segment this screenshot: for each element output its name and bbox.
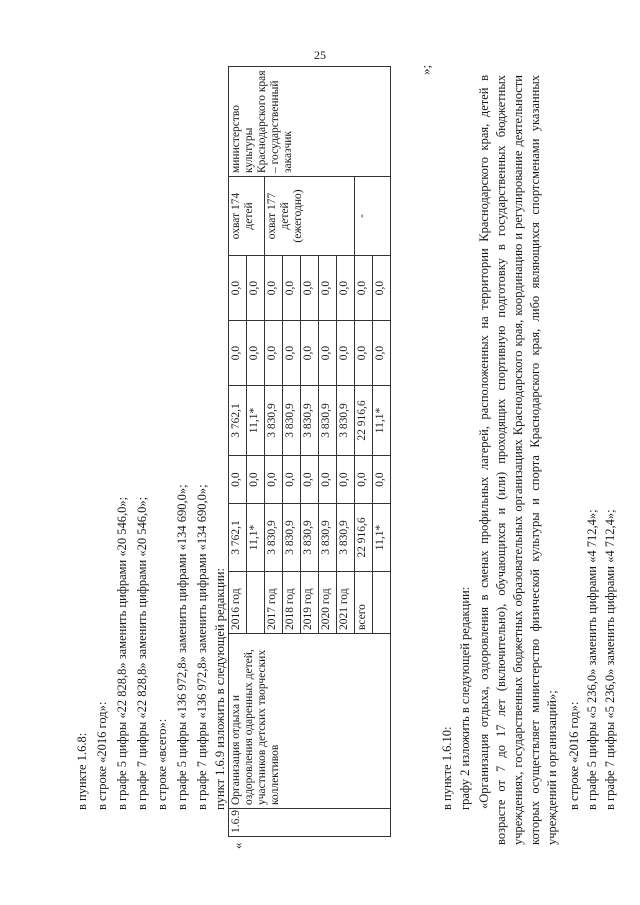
value-cell: 0,0: [283, 321, 301, 386]
value-cell: 0,0: [373, 256, 391, 321]
year-cell: 2017 год: [265, 572, 283, 634]
value-cell: 0,0: [355, 321, 373, 386]
intro-line: в строке «всего»:: [155, 718, 169, 810]
intro-line: в графе 5 цифры «22 828,8» заменить цифрами «20 546,0»;: [115, 496, 129, 810]
value-cell: 3 830,9: [283, 504, 301, 572]
value-cell: 3 830,9: [301, 504, 319, 572]
value-cell: 0,0: [355, 256, 373, 321]
value-cell: 11,1*: [247, 504, 265, 572]
intro-line: в графе 7 цифры «22 828,8» заменить цифрами «20 546,0»;: [135, 496, 149, 810]
value-cell: 0,0: [229, 256, 247, 321]
value-cell: 0,0: [265, 321, 283, 386]
result-cell: -: [355, 177, 391, 256]
value-cell: 0,0: [337, 456, 355, 504]
intro-line: в графе 7 цифры «136 972,8» заменить цифрами «134 690,0»;: [195, 484, 209, 810]
year-cell: 2019 год: [301, 572, 319, 634]
result-cell: охват 174 детей: [229, 177, 265, 256]
year-cell: [373, 572, 391, 634]
after-line: графу 2 изложить в следующей редакции:: [458, 586, 472, 810]
year-cell: всего: [355, 572, 373, 634]
replacement-paragraph: «Организация отдыха, оздоровления в сменах профильных лагерей, расположенных на территории Краснодарского края, детей в возрасте от 7 до 17 лет (включительно), обучающихся и (или) проходящих спортивную подготовку в государственных бюджетных учреждениях, государственных бюджетных образовательных организациях Краснодарского края, координацию и регулирование деятельности которых осуществляет министерство физической культуры и спорта Краснодарского края, либо являющихся спортсменами указанных учреждений и организаций»;: [477, 75, 559, 845]
final-line: в графе 7 цифры «5 236,0» заменить цифрами «4 712,4»;: [603, 509, 617, 810]
value-cell: 3 830,9: [337, 386, 355, 456]
final-line: в строке «2016 год»:: [567, 701, 581, 810]
year-cell: [247, 572, 265, 634]
quote-open: «: [230, 842, 245, 849]
value-cell: 0,0: [247, 456, 265, 504]
value-cell: 0,0: [301, 456, 319, 504]
value-cell: 0,0: [247, 256, 265, 321]
value-cell: 3 830,9: [301, 386, 319, 456]
intro-line: в строке «2016 год»:: [95, 701, 109, 810]
quote-close: »;: [418, 64, 433, 75]
value-cell: 0,0: [301, 256, 319, 321]
value-cell: 3 762,1: [229, 504, 247, 572]
value-cell: 0,0: [265, 256, 283, 321]
table-row: [229, 67, 247, 837]
value-cell: 0,0: [301, 321, 319, 386]
after-line: в пункте 1.6.10:: [440, 726, 454, 810]
result-cell: охват 177 детей (ежегодно): [265, 177, 355, 256]
value-cell: 0,0: [319, 456, 337, 504]
item-description: Организация отдыха и оздоровления одаренных детей, участников детских творческих коллективов: [229, 634, 391, 809]
intro-line: в пункте 1.6.8:: [75, 732, 89, 810]
value-cell: 3 830,9: [319, 386, 337, 456]
value-cell: 0,0: [355, 456, 373, 504]
value-cell: 0,0: [373, 456, 391, 504]
value-cell: 3 830,9: [337, 504, 355, 572]
value-cell: 0,0: [229, 456, 247, 504]
value-cell: 3 830,9: [283, 386, 301, 456]
value-cell: 0,0: [247, 321, 265, 386]
value-cell: 22 916,6: [355, 504, 373, 572]
year-cell: 2021 год: [337, 572, 355, 634]
value-cell: 3 762,1: [229, 386, 247, 456]
value-cell: 0,0: [265, 456, 283, 504]
intro-line: пункт 1.6.9 изложить в следующей редакции:: [213, 568, 227, 810]
final-line: в графе 5 цифры «5 236,0» заменить цифрами «4 712,4»;: [585, 509, 599, 810]
value-cell: 0,0: [373, 321, 391, 386]
value-cell: 3 830,9: [319, 504, 337, 572]
year-cell: 2020 год: [319, 572, 337, 634]
page-number: 25: [314, 48, 326, 62]
value-cell: 11,1*: [373, 386, 391, 456]
value-cell: 0,0: [283, 456, 301, 504]
value-cell: 0,0: [337, 321, 355, 386]
value-cell: 3 830,9: [265, 504, 283, 572]
value-cell: 0,0: [337, 256, 355, 321]
value-cell: 0,0: [283, 256, 301, 321]
responsible-cell: министерство культуры Краснодарского края – государственный заказчик: [229, 67, 391, 177]
value-cell: 11,1*: [247, 386, 265, 456]
item-number: 1.6.9: [229, 809, 391, 837]
program-table: [228, 66, 391, 837]
value-cell: 3 830,9: [265, 386, 283, 456]
value-cell: 11,1*: [373, 504, 391, 572]
year-cell: 2018 год: [283, 572, 301, 634]
value-cell: 0,0: [319, 256, 337, 321]
intro-line: в графе 5 цифры «136 972,8» заменить цифрами «134 690,0»;: [175, 484, 189, 810]
value-cell: 0,0: [229, 321, 247, 386]
year-cell: 2016 год: [229, 572, 247, 634]
value-cell: 0,0: [319, 321, 337, 386]
value-cell: 22 916,6: [355, 386, 373, 456]
